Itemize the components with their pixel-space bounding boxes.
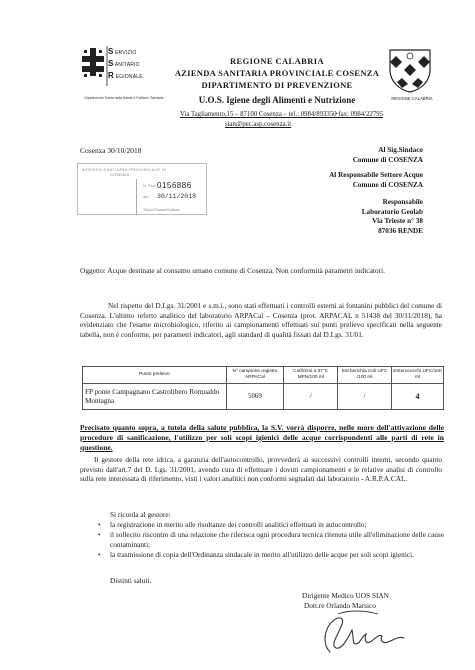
region-coat-of-arms-icon <box>382 44 438 94</box>
recipient-mayor: Al Sig.Sindaco Comune di COSENZA <box>352 146 423 164</box>
list-item: • la registrazione in merito alle risultanze dei controlli analitici effettuati in autocontrollo; <box>96 520 444 530</box>
subject-line: Oggetto: Acque destinate al consumo umano comune di Cosenza. Non conformità parametri indicatori. <box>80 266 385 275</box>
table-header: Punto prelievo <box>83 367 227 384</box>
list-item: • la trasmissione di copia dell'Ordinanza sindacale in merito all'utilizzo delle acque per soli scopi igienici. <box>96 550 444 560</box>
list-item: • il sollecito riscontro di una relazione che riferisca ogni procedura tecnica ritenuta utile all'eliminazione delle cause contaminanti; <box>96 530 444 549</box>
table-header-row <box>83 367 444 384</box>
table-row <box>83 384 444 410</box>
table-cell-punto: FP ponte Campagnano Castrolibero Romualdo Montagna <box>83 384 227 410</box>
stamp-del-label: del <box>143 194 149 199</box>
department-title: DIPARTIMENTO DI PREVENZIONE <box>201 80 353 90</box>
reminder-list <box>96 520 444 560</box>
signatory-role: Dirigente Medico UOS SIAN <box>302 591 389 600</box>
closing-salutation: Distinti saluti. <box>110 576 152 585</box>
handwritten-signature <box>308 608 428 656</box>
table-header: N° campione registro ARPACal <box>226 367 284 384</box>
letter-date: Cosenza 30/10/2018 <box>80 146 142 155</box>
table-cell-enterococchi: 4 <box>392 384 444 410</box>
directive-paragraph: Precisato quanto sopra, a tutela della salute pubblica, la S.V. vorrà disporre, nelle more dell'attivazione delle procedure di sanificazione, l'utilizzo per soli scopi igienici delle acque corrispondenti alle parti di rete in questione. <box>80 423 444 452</box>
signatory-name: Dott.re Orlando Marsico <box>304 601 376 610</box>
reminder-intro: Si ricorda al gestore: <box>110 510 171 519</box>
ssr-line-3: R EGIONALE <box>108 71 143 80</box>
table-header: Enterococchi UFC/100 ml <box>392 367 444 384</box>
unit-title: U.O.S. Igiene degli Alimenti e Nutrizione <box>198 95 356 105</box>
paragraph-1: Nel rispetto del D.Lgs. 31/2001 e s.m.i., sono stati effettuati i controlli esterni ai fontanini pubblici del comune di Cosenza. L'ultimo referto analitico del laboratorio ARPACal – Cosenza (prot. ARPACAL n 51438 del 30/11/2018), ha evidenziato che l'esame microbiologico, riferito ai campionamenti effettuati sui punti prelievo specificati nella seguente tabella, non è conforme, per parametri indicatori, agli standard di qualità fissati dal D.Lgs. 31/01. <box>80 301 442 339</box>
asp-title: AZIENDA SANITARIA PROVINCIALE COSENZA <box>174 68 380 78</box>
stamp-box <box>136 179 206 215</box>
recipient-laboratory: Responsabile Laboratorio Geolab Via Trieste n° 38 87036 RENDE <box>361 198 423 235</box>
stamp-nr-value: 0156886 <box>157 181 192 190</box>
stamp-org: AZIENDA SANITARIA PROVINCIALE DI <box>82 167 167 172</box>
table-header: Escherichia Coli UFC /100 ml <box>338 367 392 384</box>
stamp-nr-label: N. Prot <box>143 183 156 188</box>
table-cell-coliformi: / <box>284 384 338 410</box>
ssr-line-2: S ANITARIO <box>108 59 140 68</box>
protocol-stamp <box>77 163 207 215</box>
table-header: Coliformi a 37°C MPN/100 ml <box>284 367 338 384</box>
email-line: sian@pec.asp.cosenza.it <box>225 121 292 128</box>
region-title: REGIONE CALABRIA <box>229 56 324 66</box>
region-label: REGIONE CALABRIA <box>391 96 433 101</box>
stamp-del-value: 30/11/2018 <box>157 193 197 200</box>
table-cell-ecoli: / <box>338 384 392 410</box>
address-line: Via Tagliamento,15 – 87100 Cosenza – tel.: 0984/893350̶ fax: 0984/22795 <box>180 111 384 118</box>
stamp-city: COSENZA <box>110 172 130 177</box>
recipient-water-sector: Al Responsabile Settore Acque Comune di COSENZA <box>329 171 423 189</box>
table-cell-campione: 5069 <box>226 384 284 410</box>
paragraph-2: Il gestore della rete idrica, a garanzia dell'autocontrollo, provvederà ai successivi controlli interni, secondo quanto previsto dall'art.7 del D. Lgs. 31/2001, avendo cura di effettuare i dovuti campionamenti e le relative analisi di controllo sulla rete interessata di riferimento, visti i valori analitici non conformi segnalati dal laboratorio - A.R.P.A.CAL. <box>80 455 442 484</box>
ssr-line-1: S ERVIZIO <box>108 47 137 56</box>
ssr-caption: Dipartimento Tutela della Salute e Politiche Sanitarie <box>84 96 164 100</box>
stamp-titolo-label: Titolo/Classe/Sottocl. <box>143 207 181 212</box>
results-table <box>82 366 444 410</box>
